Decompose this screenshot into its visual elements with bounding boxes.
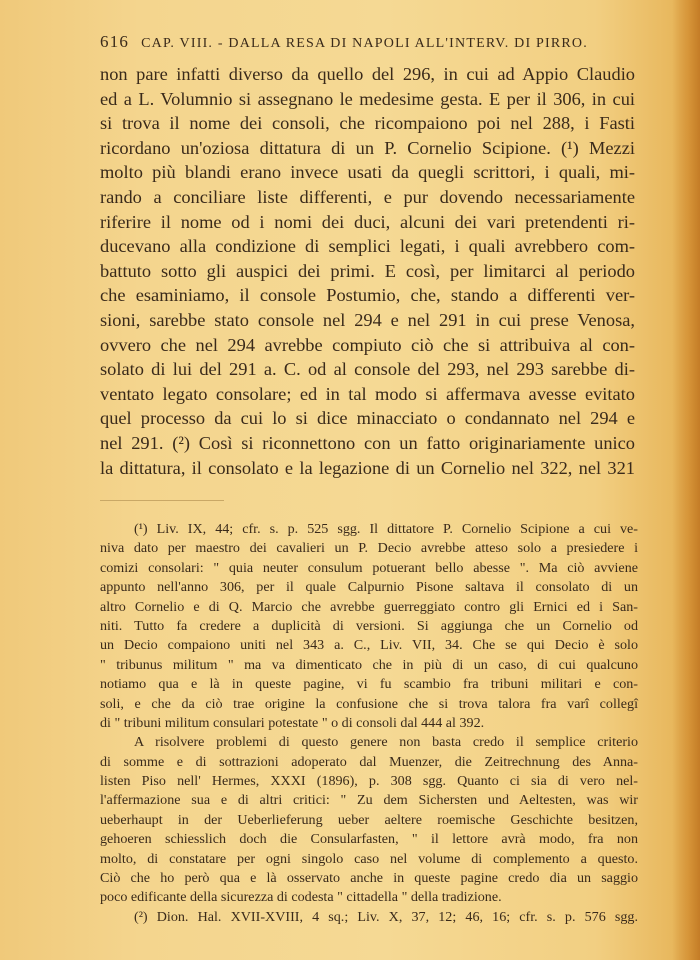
footnote-line: niva dato per maestro dei cavalieri un P. Decio avrebbe atteso solo a presiedere i [100, 540, 638, 557]
footnote-line: poco edificante della sicurezza di codesta " cittadella " della tradizione. [100, 889, 502, 906]
footnote-line: di somme e di sottrazioni adoperato dal Muenzer, die Zeitrechnung des Anna- [100, 753, 638, 770]
body-line: la dittatura, il consolato e la legazione di un Cornelio nel 322, nel 321 [100, 457, 635, 478]
footnote-line: (¹) Liv. IX, 44; cfr. s. p. 525 sgg. Il dittatore P. Cornelio Scipione a cui ve- [134, 521, 638, 537]
footnote-line: Ciò che ho però qua e là osservato anche in queste pagine credo dia un saggio [100, 870, 638, 887]
page-edge-shadow [672, 0, 700, 960]
body-line: ovvero che nel 294 avrebbe compiuto ciò che si attribuiva al con- [100, 334, 635, 355]
body-line: nel 291. (²) Così si riconnettono con un fatto originariamente unico [100, 432, 635, 453]
footnote-line: notiamo qua e là in queste pagine, vi fu scambio fra tribuni militari e con- [100, 676, 638, 693]
footnote-line: A risolvere problemi di questo genere non basta credo il semplice criterio [134, 734, 638, 751]
footnote-line: listen Piso nell' Hermes, XXXI (1896), p. 308 sgg. Quanto ci sia di vero nel- [100, 773, 638, 790]
body-line: ducevano alla condizione di semplici legati, i quali avrebbero com- [100, 236, 635, 257]
body-line: ricordano un'oziosa dittatura di un P. Cornelio Scipione. (¹) Mezzi [100, 137, 635, 158]
body-line: solato di lui del 291 a. C. od al console del 293, nel 293 sarebbe di- [100, 359, 635, 380]
body-line: quel processo da cui lo si dice minacciato o condannato nel 294 e [100, 408, 635, 429]
footnote-line: niti. Tutto fa credere a duplicità di versioni. Si aggiunga che un Cornelio od [100, 617, 638, 634]
footnote-line: " tribunus militum " ma va dimenticato che in più di un caso, di cui qualcuno [100, 656, 638, 673]
body-line: battuto sotto gli auspici dei primi. E così, per limitarci al periodo [100, 260, 635, 281]
footnote-line: molto, di constatare per ogni singolo caso nel volume di complemento a questo. [100, 850, 638, 867]
body-line: rando a conciliare liste differenti, e pur dovendo necessariamente [100, 186, 635, 207]
body-line: riferire il nome od i nomi dei duci, alcuni dei vari pretendenti ri- [100, 211, 635, 232]
footnotes [100, 520, 638, 927]
footnote-line: comizi consolari: " quia neuter consulum potuerant bello abesse ". Ma ciò avviene [100, 559, 638, 576]
footnote-line: altro Cornelio e di Q. Marcio che avrebbe guerreggiato contro gli Ernici ed i San- [100, 598, 638, 615]
body-line: che esaminiamo, il console Postumio, che, stando a differenti ver- [100, 285, 635, 306]
footnote-separator [100, 500, 224, 501]
footnote-line: un Decio compaiono uniti nel 343 a. C., Liv. VII, 34. Che se qui Decio è solo [100, 637, 638, 654]
running-title: CAP. VIII. - DALLA RESA DI NAPOLI ALL'INTERV. DI PIRRO. [141, 36, 588, 51]
footnote-line: appunto nell'anno 306, per il quale Calpurnio Pisone saltava il consolato di un [100, 579, 638, 596]
footnote-line: gehoeren schiesslich doch die Consularfasten, " il lettore avrà modo, fra non [100, 831, 638, 848]
main-text [100, 62, 635, 480]
footnote-line: ueberhaupt in der Ueberlieferung ueber aeltere roemische Geschichte besitzen, [100, 811, 638, 828]
page-number: 616 [100, 32, 130, 51]
footnote-line: (²) Dion. Hal. XVII-XVIII, 4 sq.; Liv. X, 37, 12; 46, 16; cfr. s. p. 576 sgg. [134, 908, 638, 925]
body-line: non pare infatti diverso da quello del 296, in cui ad Appio Claudio [100, 64, 635, 84]
footnote-line: l'affermazione sua e di altri critici: " Zu dem Sichersten und Aeltesten, was wir [100, 792, 638, 809]
body-line: ventato legato consolare; ed in tal modo si affermava avesse evitato [100, 383, 635, 404]
footnote-line: soli, e che da ciò trae origine la confusione che si trova talora fra varî collegî [100, 695, 638, 712]
body-line: molto più blandi erano invece usati da quegli scrittori, i quali, mi- [100, 162, 635, 183]
running-header [100, 32, 640, 52]
body-line: si trova il nome dei consoli, che ricompaiono poi nel 288, i Fasti [100, 113, 635, 134]
footnote-line: di " tribuni militum consulari potestate " o di consoli dal 444 al 392. [100, 714, 485, 731]
body-line: ed a L. Volumnio si assegnano le medesime gesta. E per il 306, in cui [100, 88, 635, 109]
body-line: sioni, sarebbe stato console nel 294 e nel 291 in cui prese Venosa, [100, 309, 635, 330]
